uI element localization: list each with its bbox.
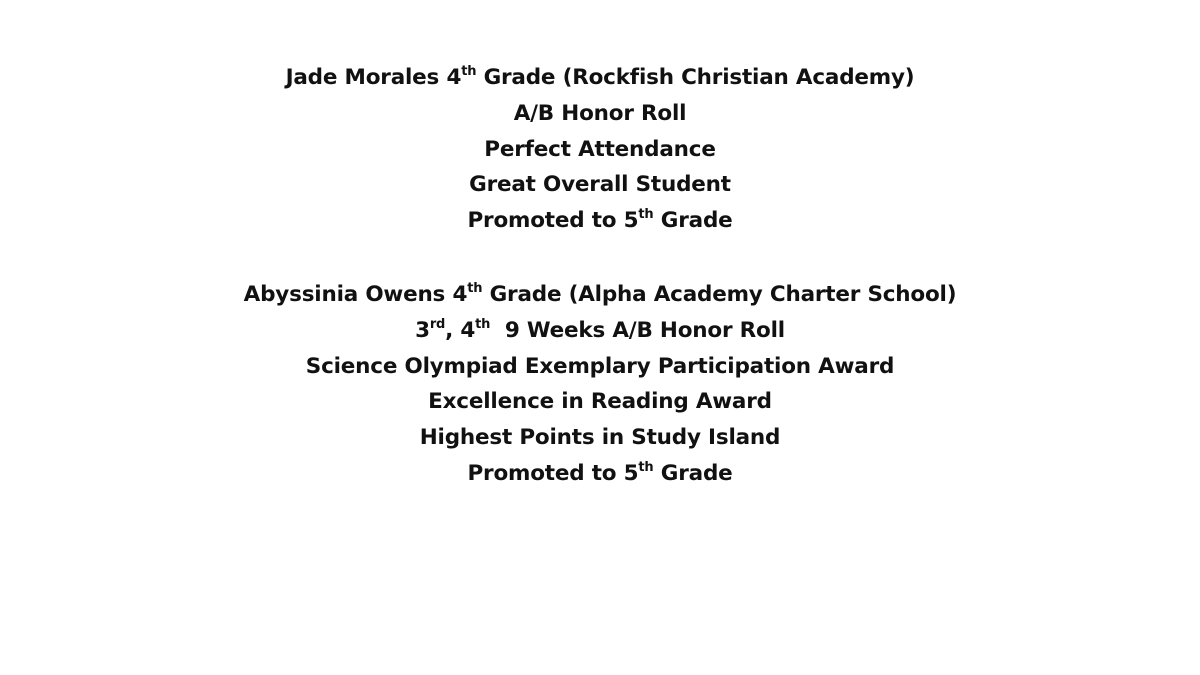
quarter-number: , 4: [445, 317, 476, 343]
grade-suffix: th: [467, 281, 483, 296]
promotion-text: Promoted to 5: [467, 460, 639, 486]
grade-number: 4: [446, 65, 462, 90]
student-heading: [0, 60, 1200, 96]
quarter-suffix: rd: [429, 316, 446, 332]
grade-school: Grade (Rockfish Christian Academy): [476, 65, 915, 90]
award-line: A/B Honor Roll: [513, 100, 687, 126]
promotion-line: [0, 456, 1200, 492]
grade-suffix: th: [461, 64, 477, 79]
honor-roll-line: [0, 313, 1200, 349]
student-heading: [0, 277, 1200, 313]
student-award-block-abyssinia-owens: [0, 277, 1200, 492]
quarter-suffix: th: [475, 316, 491, 332]
promotion-text: Promoted to 5: [467, 208, 639, 234]
promotion-grade: Grade: [653, 208, 733, 234]
honor-roll-text: 9 Weeks A/B Honor Roll: [490, 317, 785, 343]
promotion-grade: Grade: [653, 460, 733, 486]
award-line: Excellence in Reading Award: [428, 389, 772, 415]
grade-school: Grade (Alpha Academy Charter School): [482, 282, 957, 307]
grade-number: 4: [452, 282, 468, 307]
promotion-line: [0, 203, 1200, 239]
quarter-number: 3: [415, 317, 430, 343]
award-line: Perfect Attendance: [484, 136, 716, 162]
award-line: Science Olympiad Exemplary Participation Award: [305, 353, 895, 379]
promotion-suffix: th: [638, 459, 654, 475]
award-line: Great Overall Student: [469, 172, 731, 198]
student-name: Abyssinia Owens: [243, 282, 446, 307]
student-award-block-jade-morales: [0, 60, 1200, 239]
award-line: Highest Points in Study Island: [419, 425, 781, 451]
student-name: Jade Morales: [285, 65, 440, 90]
promotion-suffix: th: [638, 207, 654, 223]
